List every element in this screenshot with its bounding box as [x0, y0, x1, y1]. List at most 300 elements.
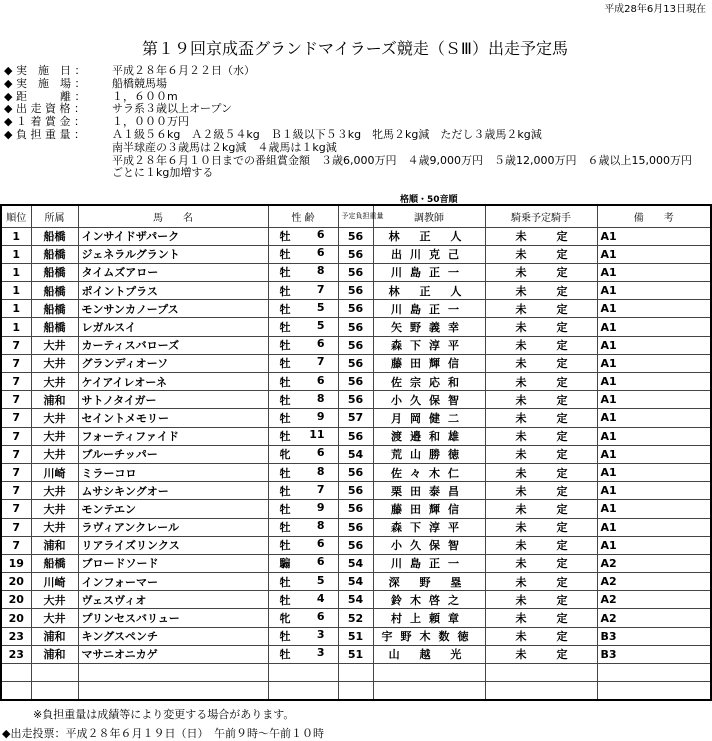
- sex: 牡: [279, 575, 291, 589]
- sex-age: [268, 300, 338, 318]
- col-affiliation: 所属: [31, 205, 78, 227]
- horse-name: ジェネラルグラント: [78, 245, 268, 263]
- jockey: 未定: [485, 373, 597, 391]
- age: 5: [316, 573, 325, 587]
- sex: 牡: [279, 302, 291, 316]
- info-line: [4, 91, 692, 104]
- trainer: 藤田輝信: [373, 354, 485, 372]
- rank: 7: [1, 463, 31, 481]
- weight: 54: [338, 591, 373, 609]
- table-row: [1, 409, 711, 427]
- table-row: [1, 482, 711, 500]
- weight: 56: [338, 518, 373, 536]
- affiliation: 大井: [31, 409, 78, 427]
- sex: 牡: [279, 411, 291, 425]
- trainer: 森下淳平: [373, 518, 485, 536]
- weight: 51: [338, 645, 373, 663]
- empty-row: [1, 682, 711, 700]
- age: 9: [316, 500, 325, 514]
- affiliation: 浦和: [31, 536, 78, 554]
- jockey: 未定: [485, 609, 597, 627]
- sex-age: [268, 263, 338, 281]
- col-rank: 順位: [1, 205, 31, 227]
- age: 8: [316, 519, 325, 533]
- table-header: [1, 205, 711, 227]
- col-jockey: 騎乗予定騎手: [485, 205, 597, 227]
- horse-name: グランディオーソ: [78, 354, 268, 372]
- table-row: [1, 500, 711, 518]
- horse-name: ブロードソード: [78, 554, 268, 572]
- jockey: 未定: [485, 300, 597, 318]
- horse-name: タイムズアロー: [78, 263, 268, 281]
- age: 8: [316, 264, 325, 278]
- horse-name: カーティスバローズ: [78, 336, 268, 354]
- rank: 7: [1, 482, 31, 500]
- affiliation: 大井: [31, 445, 78, 463]
- info-key: [4, 142, 112, 155]
- rank: 1: [1, 282, 31, 300]
- trainer: 小久保智: [373, 391, 485, 409]
- weight: 56: [338, 500, 373, 518]
- sex-age: [268, 463, 338, 481]
- trainer: 宇野木数徳: [373, 627, 485, 645]
- table-row: [1, 445, 711, 463]
- horse-name: モンサンカノープス: [78, 300, 268, 318]
- horse-name: キングスペンチ: [78, 627, 268, 645]
- age: 6: [316, 446, 325, 460]
- horse-name: セイントメモリー: [78, 409, 268, 427]
- remarks: A2: [597, 609, 711, 627]
- sex-age: [268, 391, 338, 409]
- remarks: A1: [597, 336, 711, 354]
- age: 8: [316, 464, 325, 478]
- age: 6: [316, 610, 325, 624]
- sex-age: [268, 500, 338, 518]
- info-value: 平成２８年６月２２日（水）: [112, 64, 255, 77]
- weight: 56: [338, 373, 373, 391]
- remarks: A1: [597, 409, 711, 427]
- sex-age: [268, 282, 338, 300]
- horse-name: ケイアイレオーネ: [78, 373, 268, 391]
- entries-table: [0, 204, 712, 701]
- remarks: A1: [597, 500, 711, 518]
- horse-name: サトノタイガー: [78, 391, 268, 409]
- rank: 23: [1, 627, 31, 645]
- sex-age: [268, 554, 338, 572]
- table-row: [1, 427, 711, 445]
- remarks: A1: [597, 354, 711, 372]
- sex: 牡: [279, 466, 291, 480]
- sex: 牝: [279, 612, 291, 626]
- table-row: [1, 300, 711, 318]
- weight: 56: [338, 427, 373, 445]
- table-row: [1, 227, 711, 245]
- table-row: [1, 609, 711, 627]
- remarks: A1: [597, 282, 711, 300]
- trainer: 佐宗応和: [373, 373, 485, 391]
- trainer: 月岡健二: [373, 409, 485, 427]
- table-row: [1, 536, 711, 554]
- rank: 7: [1, 373, 31, 391]
- age: 3: [316, 646, 325, 660]
- info-key: ◆ 実 施 日 ：: [4, 64, 86, 77]
- rank: 1: [1, 318, 31, 336]
- affiliation: 船橋: [31, 245, 78, 263]
- age: 11: [309, 428, 325, 442]
- age: 7: [316, 355, 325, 369]
- sex-age: [268, 318, 338, 336]
- affiliation: 船橋: [31, 318, 78, 336]
- rank: 7: [1, 354, 31, 372]
- info-value: Ａ１級５６kg Ａ２級５４kg Ｂ１級以下５３kg 牝馬２kg減 ただし３歳馬２kg減: [112, 127, 542, 141]
- sex-age: [268, 409, 338, 427]
- horse-name: インフォーマー: [78, 573, 268, 591]
- jockey: 未定: [485, 645, 597, 663]
- table-row: [1, 245, 711, 263]
- remarks: A1: [597, 518, 711, 536]
- horse-name: ラヴィアンクレール: [78, 518, 268, 536]
- trainer: 出川克己: [373, 245, 485, 263]
- horse-name: プリンセスバリュー: [78, 609, 268, 627]
- table-row: [1, 518, 711, 536]
- rank: 7: [1, 518, 31, 536]
- affiliation: 船橋: [31, 227, 78, 245]
- jockey: 未定: [485, 445, 597, 463]
- affiliation: 大井: [31, 500, 78, 518]
- affiliation: 大井: [31, 354, 78, 372]
- age: 5: [316, 300, 325, 314]
- jockey: 未定: [485, 227, 597, 245]
- table-row: [1, 263, 711, 281]
- info-value: 船橋競馬場: [112, 76, 167, 90]
- sex: 牡: [279, 230, 291, 244]
- affiliation: 大井: [31, 518, 78, 536]
- rank: 7: [1, 391, 31, 409]
- jockey: 未定: [485, 482, 597, 500]
- sex: 牡: [279, 521, 291, 535]
- sex: 牡: [279, 339, 291, 353]
- rank: 7: [1, 427, 31, 445]
- col-sex-age: 性 齢: [268, 205, 338, 227]
- affiliation: 大井: [31, 482, 78, 500]
- sex: 牡: [279, 284, 291, 298]
- remarks: A2: [597, 573, 711, 591]
- horse-name: ブルーチッパー: [78, 445, 268, 463]
- age: 7: [316, 282, 325, 296]
- jockey: 未定: [485, 573, 597, 591]
- age: 6: [316, 337, 325, 351]
- jockey: 未定: [485, 245, 597, 263]
- jockey: 未定: [485, 627, 597, 645]
- trainer: 深 野 塁: [373, 573, 485, 591]
- table-row: [1, 591, 711, 609]
- age: 8: [316, 391, 325, 405]
- sex-age: [268, 482, 338, 500]
- trainer: 川島正一: [373, 300, 485, 318]
- sex-age: [268, 336, 338, 354]
- remarks: A1: [597, 445, 711, 463]
- info-key: [4, 155, 112, 168]
- remarks: A1: [597, 427, 711, 445]
- weight: 54: [338, 573, 373, 591]
- rank: 7: [1, 409, 31, 427]
- age: 3: [316, 628, 325, 642]
- info-line: [4, 65, 692, 78]
- jockey: 未定: [485, 500, 597, 518]
- trainer: 栗田泰昌: [373, 482, 485, 500]
- affiliation: 浦和: [31, 391, 78, 409]
- remarks: A1: [597, 536, 711, 554]
- sex: 牡: [279, 266, 291, 280]
- remarks: A1: [597, 482, 711, 500]
- age: 9: [316, 409, 325, 423]
- weight: 56: [338, 282, 373, 300]
- rank: 19: [1, 554, 31, 572]
- table-row: [1, 554, 711, 572]
- remarks: B3: [597, 645, 711, 663]
- sex: 牡: [279, 648, 291, 662]
- table-row: [1, 463, 711, 481]
- remarks: A1: [597, 227, 711, 245]
- weight: 56: [338, 336, 373, 354]
- order-note: 格順・50音順: [400, 195, 458, 205]
- sex-age: [268, 245, 338, 263]
- info-value: １，０００万円: [112, 115, 189, 129]
- info-value: １，６００m: [112, 89, 178, 103]
- rank: 20: [1, 573, 31, 591]
- age: 6: [316, 537, 325, 551]
- info-key: ◆ 負 担 重 量 ：: [4, 127, 85, 141]
- trainer: 鈴木啓之: [373, 591, 485, 609]
- remarks: A1: [597, 245, 711, 263]
- horse-name: ムサシキングオー: [78, 482, 268, 500]
- affiliation: 船橋: [31, 554, 78, 572]
- age: 5: [316, 319, 325, 333]
- table-row: [1, 573, 711, 591]
- sex-age: [268, 609, 338, 627]
- info-line: [4, 103, 692, 116]
- weight: 56: [338, 536, 373, 554]
- sex-age: [268, 573, 338, 591]
- weight: 56: [338, 245, 373, 263]
- empty-row: [1, 664, 711, 682]
- info-key: ◆ 距 離 ：: [4, 89, 86, 103]
- info-line: [4, 155, 692, 168]
- horse-name: リアライズリンクス: [78, 536, 268, 554]
- remarks: A1: [597, 263, 711, 281]
- remarks: A2: [597, 554, 711, 572]
- trainer: 小久保智: [373, 536, 485, 554]
- age: 6: [316, 228, 325, 242]
- weight: 51: [338, 627, 373, 645]
- jockey: 未定: [485, 263, 597, 281]
- affiliation: 大井: [31, 427, 78, 445]
- col-trainer: 調教師: [373, 205, 485, 227]
- info-line: [4, 78, 692, 91]
- age: 7: [316, 482, 325, 496]
- weight: 52: [338, 609, 373, 627]
- horse-name: レガルスイ: [78, 318, 268, 336]
- info-key: ◆ １ 着 賞 金 ：: [4, 115, 85, 129]
- sex: 牡: [279, 321, 291, 335]
- weight: 56: [338, 227, 373, 245]
- affiliation: 大井: [31, 609, 78, 627]
- horse-name: ヴェスヴィオ: [78, 591, 268, 609]
- jockey: 未定: [485, 518, 597, 536]
- sex-age: [268, 591, 338, 609]
- weight: 56: [338, 318, 373, 336]
- rank: 7: [1, 536, 31, 554]
- trainer: 森下淳平: [373, 336, 485, 354]
- age: 6: [316, 555, 325, 569]
- affiliation: 船橋: [31, 300, 78, 318]
- vote-info: ◆出走投票：平成２８年６月１９日（日） 午前９時～午前１０時: [2, 727, 324, 740]
- info-value: ごとに１kg加増する: [112, 166, 214, 180]
- table-row: [1, 354, 711, 372]
- rank: 7: [1, 500, 31, 518]
- sex-age: [268, 445, 338, 463]
- jockey: 未定: [485, 591, 597, 609]
- footnote: ※負担重量は成績等により変更する場合があります。: [33, 708, 295, 721]
- sex: 牡: [279, 393, 291, 407]
- sex: 牝: [279, 448, 291, 462]
- sex-age: [268, 373, 338, 391]
- weight: 56: [338, 482, 373, 500]
- affiliation: 大井: [31, 336, 78, 354]
- horse-name: モンテエン: [78, 500, 268, 518]
- horse-name: ポイントプラス: [78, 282, 268, 300]
- age: 6: [316, 246, 325, 260]
- trainer: 藤田輝信: [373, 500, 485, 518]
- horse-name: マサニオニカゲ: [78, 645, 268, 663]
- affiliation: 浦和: [31, 627, 78, 645]
- sex: 牡: [279, 484, 291, 498]
- info-value: 南半球産の３歳馬は２kg減 ４歳馬は１kg減: [112, 140, 337, 154]
- jockey: 未定: [485, 409, 597, 427]
- trainer: 渡邉和雄: [373, 427, 485, 445]
- remarks: B3: [597, 627, 711, 645]
- affiliation: 川崎: [31, 573, 78, 591]
- sex: 牡: [279, 375, 291, 389]
- affiliation: 浦和: [31, 645, 78, 663]
- info-line: [4, 129, 692, 142]
- trainer: 林 正 人: [373, 227, 485, 245]
- trainer: 矢野義幸: [373, 318, 485, 336]
- trainer: 佐々木仁: [373, 463, 485, 481]
- trainer: 川島正一: [373, 263, 485, 281]
- info-value: サラ系３歳以上オープン: [112, 102, 233, 116]
- remarks: A1: [597, 373, 711, 391]
- sex-age: [268, 354, 338, 372]
- info-key: ◆ 出 走 資 格 ：: [4, 102, 85, 116]
- col-horse-name: 馬 名: [78, 205, 268, 227]
- rank: 1: [1, 227, 31, 245]
- weight: 54: [338, 445, 373, 463]
- info-line: [4, 142, 692, 155]
- affiliation: 大井: [31, 591, 78, 609]
- sex-age: [268, 518, 338, 536]
- rank: 20: [1, 609, 31, 627]
- jockey: 未定: [485, 391, 597, 409]
- rank: 20: [1, 591, 31, 609]
- age: 6: [316, 373, 325, 387]
- weight: 56: [338, 300, 373, 318]
- rank: 1: [1, 263, 31, 281]
- remarks: A1: [597, 318, 711, 336]
- jockey: 未定: [485, 463, 597, 481]
- sex-age: [268, 627, 338, 645]
- weight: 56: [338, 463, 373, 481]
- age: 4: [316, 591, 325, 605]
- jockey: 未定: [485, 336, 597, 354]
- sex: 牡: [279, 593, 291, 607]
- rank: 1: [1, 245, 31, 263]
- remarks: A1: [597, 391, 711, 409]
- sex: 牡: [279, 630, 291, 644]
- as-of-date: 平成28年6月13日現在: [604, 4, 706, 15]
- page-title: 第１９回京成盃グランドマイラーズ競走（ＳⅢ）出走予定馬: [142, 39, 568, 58]
- rank: 7: [1, 445, 31, 463]
- rank: 1: [1, 300, 31, 318]
- affiliation: 船橋: [31, 263, 78, 281]
- table-row: [1, 282, 711, 300]
- trainer: 荒山勝徳: [373, 445, 485, 463]
- table-row: [1, 318, 711, 336]
- affiliation: 大井: [31, 373, 78, 391]
- affiliation: 船橋: [31, 282, 78, 300]
- jockey: 未定: [485, 354, 597, 372]
- rank: 23: [1, 645, 31, 663]
- info-key: [4, 167, 112, 180]
- info-key: ◆ 実 施 場 ：: [4, 76, 86, 90]
- table-row: [1, 373, 711, 391]
- table-row: [1, 391, 711, 409]
- jockey: 未定: [485, 554, 597, 572]
- sex: 騸: [279, 557, 291, 571]
- sex: 牡: [279, 430, 291, 444]
- trainer: 川島正一: [373, 554, 485, 572]
- sex-age: [268, 427, 338, 445]
- sex-age: [268, 645, 338, 663]
- info-line: [4, 167, 692, 180]
- jockey: 未定: [485, 318, 597, 336]
- remarks: A1: [597, 300, 711, 318]
- race-info: [4, 65, 692, 180]
- rank: 7: [1, 336, 31, 354]
- trainer: 村上頼章: [373, 609, 485, 627]
- weight: 56: [338, 391, 373, 409]
- trainer: 林 正 人: [373, 282, 485, 300]
- sex-age: [268, 227, 338, 245]
- table-row: [1, 627, 711, 645]
- jockey: 未定: [485, 427, 597, 445]
- table-row: [1, 645, 711, 663]
- horse-name: ミラーコロ: [78, 463, 268, 481]
- sex: 牡: [279, 539, 291, 553]
- horse-name: フォーティファイド: [78, 427, 268, 445]
- info-value: 平成２８年６月１０日までの番組賞金額 ３歳6,000万円 ４歳9,000万円 ５歳12,000万円 ６歳以上15,000万円: [112, 153, 692, 167]
- weight: 56: [338, 354, 373, 372]
- weight: 56: [338, 263, 373, 281]
- horse-name: インサイドザパーク: [78, 227, 268, 245]
- sex-age: [268, 536, 338, 554]
- col-remarks: 備 考: [597, 205, 711, 227]
- table-row: [1, 336, 711, 354]
- weight: 54: [338, 554, 373, 572]
- sex: 牡: [279, 248, 291, 262]
- weight: 57: [338, 409, 373, 427]
- col-weight: 予定負担重量: [338, 205, 373, 227]
